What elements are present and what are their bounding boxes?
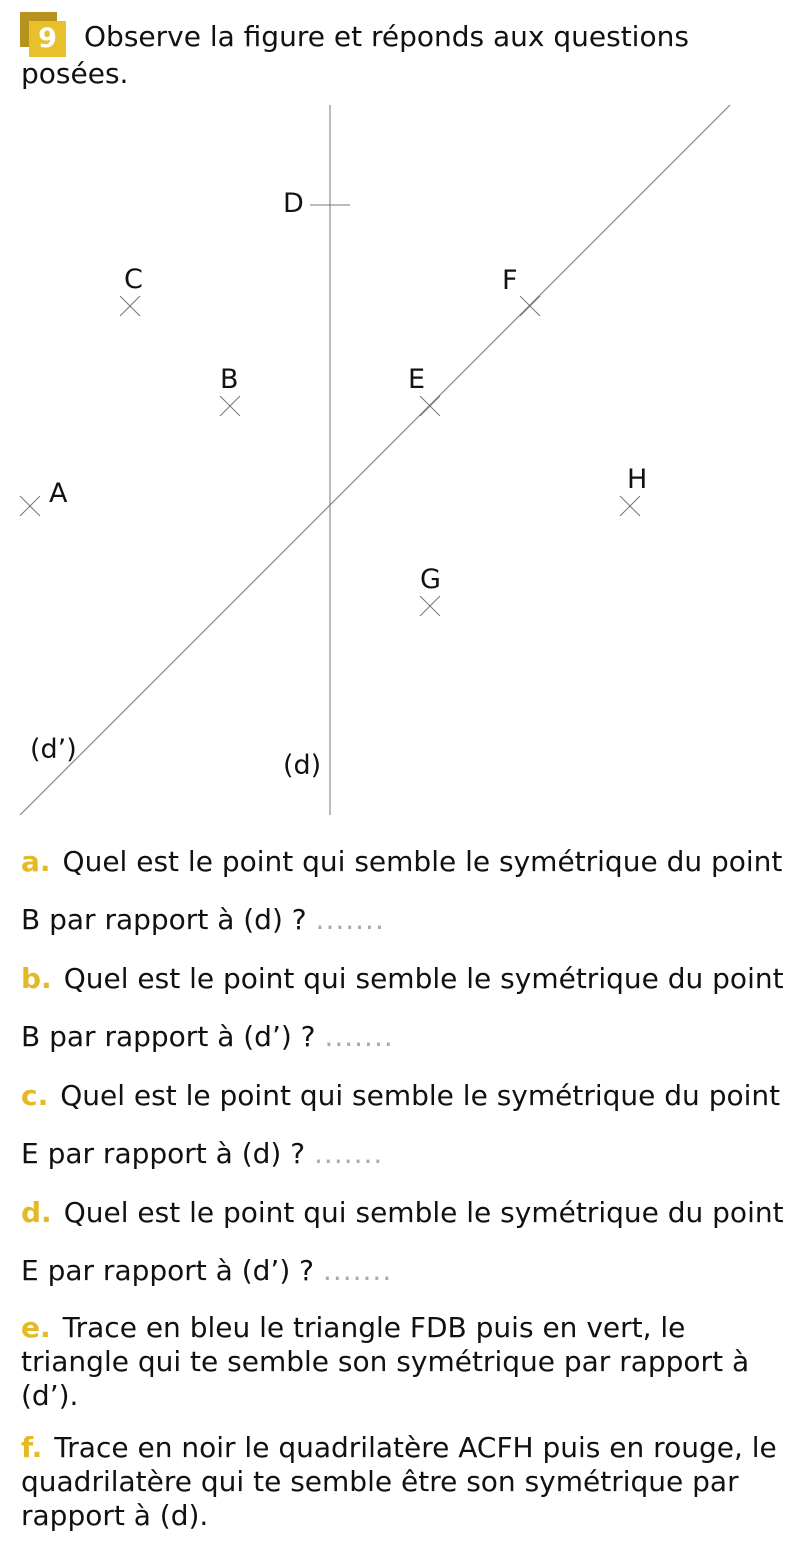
point-H-mark xyxy=(620,496,640,516)
question-e xyxy=(21,1311,791,1413)
line-d-prime xyxy=(20,105,730,815)
question-f xyxy=(21,1431,791,1533)
label-B: B xyxy=(220,364,239,395)
label-D: D xyxy=(283,188,304,219)
point-G-mark xyxy=(420,596,440,616)
point-B-mark xyxy=(220,396,240,416)
label-line-d-prime: (d’) xyxy=(30,734,77,765)
question-text: Trace en noir le quadrilatère ACFH puis en rouge, le quadrilatère qui te semble être son symétrique par rapport à (d). xyxy=(21,1431,777,1532)
label-E: E xyxy=(408,364,426,395)
point-C-mark xyxy=(120,296,140,316)
answer-blank[interactable]: ....... xyxy=(322,1254,393,1287)
answer-blank[interactable]: ....... xyxy=(324,1020,394,1053)
answer-blank[interactable]: ....... xyxy=(314,1137,384,1170)
question-text: Quel est le point qui semble le symétrique du point E par rapport à (d) ? xyxy=(21,1079,781,1170)
label-G: G xyxy=(420,564,441,595)
point-A-mark xyxy=(20,496,40,516)
exercise-number: 9 xyxy=(29,21,66,57)
question-a xyxy=(21,833,791,949)
label-H: H xyxy=(627,464,648,495)
label-C: C xyxy=(124,264,143,295)
question-text: Quel est le point qui semble le symétrique du point E par rapport à (d’) ? xyxy=(21,1196,784,1287)
question-letter: c. xyxy=(21,1079,49,1112)
question-text: Trace en bleu le triangle FDB puis en vert, le triangle qui te semble son symétrique par rapport à (d’). xyxy=(21,1311,750,1412)
question-text: Quel est le point qui semble le symétrique du point B par rapport à (d) ? xyxy=(21,845,783,936)
question-letter: d. xyxy=(21,1196,52,1229)
answer-blank[interactable]: ....... xyxy=(315,903,385,936)
label-F: F xyxy=(502,265,518,296)
question-letter: f. xyxy=(21,1431,43,1464)
question-letter: b. xyxy=(21,962,52,995)
question-letter: e. xyxy=(21,1311,51,1344)
exercise-instruction: Observe la figure et réponds aux questions posées. xyxy=(21,20,689,90)
question-d xyxy=(21,1184,791,1300)
label-A: A xyxy=(49,478,68,509)
question-text: Quel est le point qui semble le symétrique du point B par rapport à (d’) ? xyxy=(21,962,784,1053)
question-c xyxy=(21,1067,791,1183)
label-line-d: (d) xyxy=(283,750,322,781)
question-letter: a. xyxy=(21,845,51,878)
point-F-mark xyxy=(520,296,540,316)
point-E-mark xyxy=(420,396,440,416)
question-b xyxy=(21,950,791,1066)
